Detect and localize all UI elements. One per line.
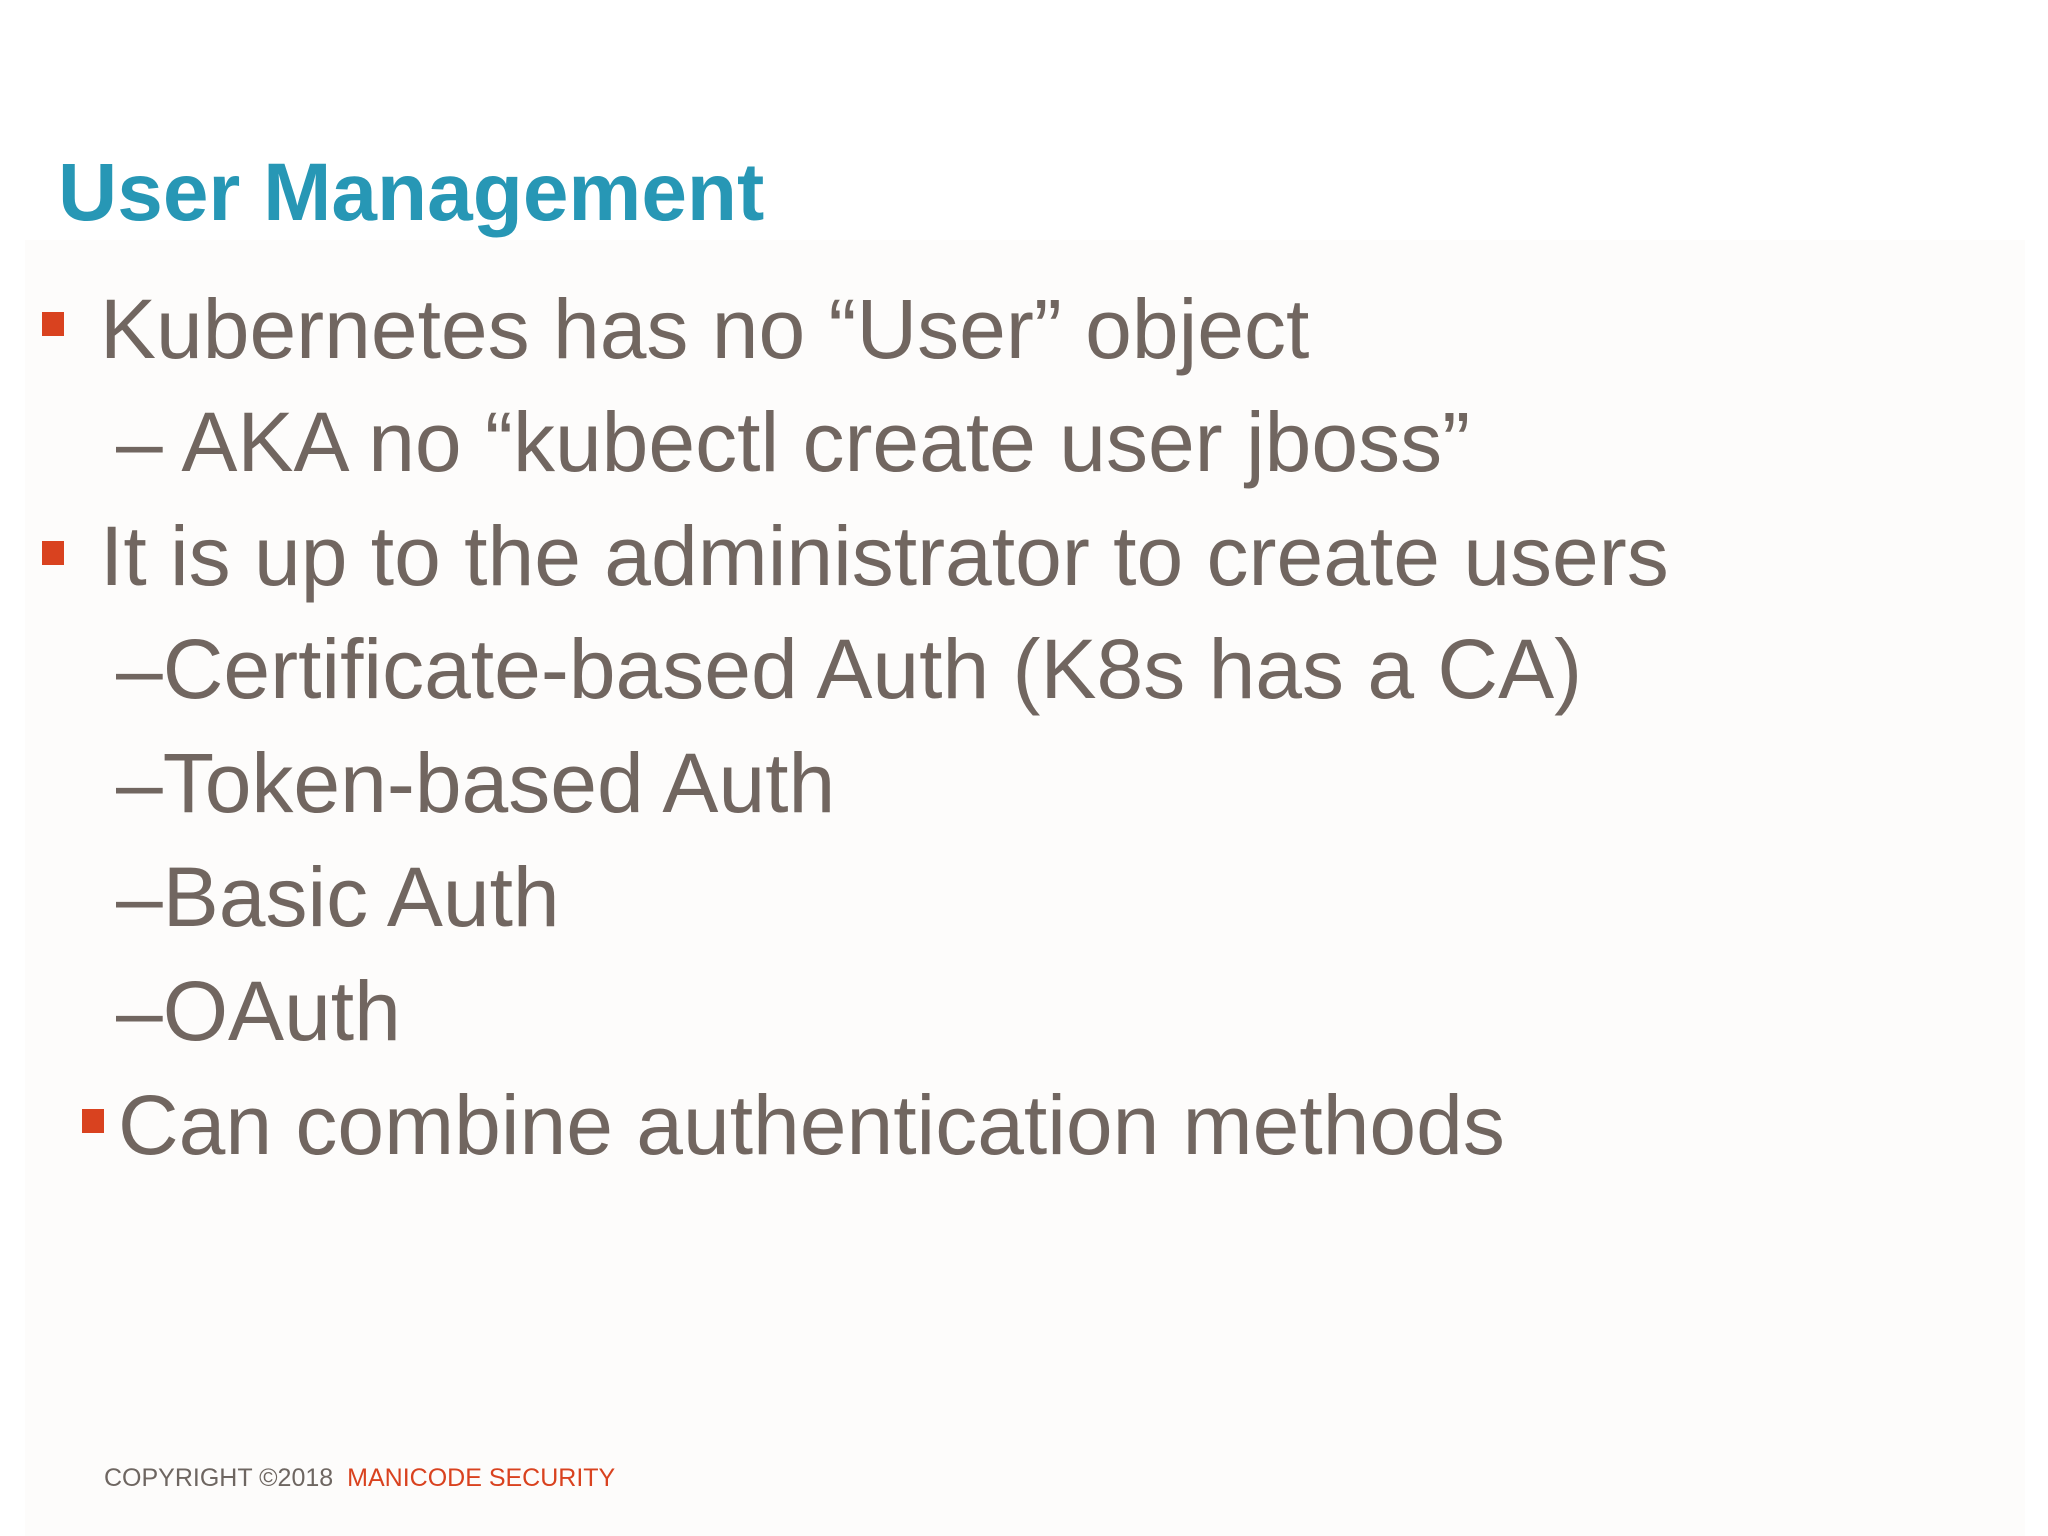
dash-marker: – [116,850,163,944]
brand-name: MANICODE SECURITY [347,1464,616,1492]
sub-bullet-text: Certificate-based Auth (K8s has a CA) [162,622,1583,716]
sub-bullet-item [116,850,560,944]
copyright-text: COPYRIGHT ©2018 [104,1464,334,1492]
sub-bullet-text: AKA no “kubectl create user jboss” [181,395,1471,489]
sub-bullet-text: OAuth [162,964,401,1058]
square-bullet-icon [42,541,64,565]
bullet-item: It is up to the administrator to create users [100,509,1669,603]
bullet-item: Can combine authentication methods [118,1078,1505,1172]
sub-bullet-item [116,395,1471,489]
sub-bullet-item [116,964,401,1058]
sub-bullet-text: Basic Auth [162,850,560,944]
footer [104,1466,615,1491]
dash-marker: – [116,395,182,489]
sub-bullet-text: Token-based Auth [162,736,836,830]
sub-bullet-item [116,622,1583,716]
slide-title: User Management [58,147,765,238]
sub-bullet-item [116,736,836,830]
dash-marker: – [116,964,163,1058]
dash-marker: – [116,736,163,830]
dash-marker: – [116,622,163,716]
square-bullet-icon [42,312,64,336]
bullet-item: Kubernetes has no “User” object [100,282,1310,376]
square-bullet-icon [82,1109,104,1133]
